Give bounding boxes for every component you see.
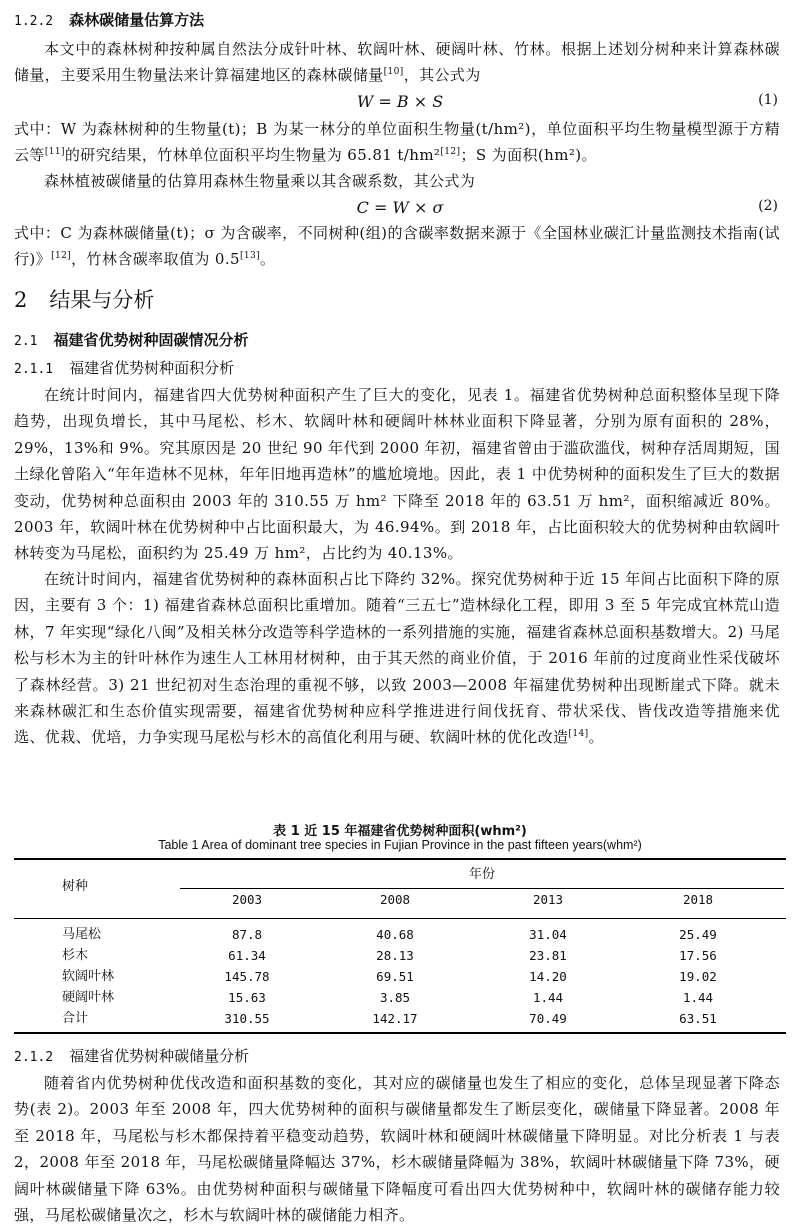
section-number: 1.2.2 bbox=[14, 14, 54, 29]
formula-1 bbox=[0, 92, 800, 116]
paragraph-text: 。 bbox=[588, 728, 604, 747]
table-year-2008: 2008 bbox=[379, 892, 411, 907]
paragraph-area-analysis bbox=[14, 382, 780, 567]
paragraph-carbon-storage-analysis bbox=[14, 1070, 780, 1228]
paragraph-formula-2-notes bbox=[14, 220, 780, 273]
table-row-label: 软阔叶林 bbox=[62, 969, 115, 984]
paragraph-method bbox=[14, 36, 780, 89]
table-cell: 3.85 bbox=[379, 990, 411, 1005]
table-header-species: 树种 bbox=[62, 879, 89, 894]
citation: [11] bbox=[44, 147, 65, 158]
paragraph-text: 。 bbox=[260, 250, 276, 269]
table-year-2013: 2013 bbox=[532, 892, 564, 907]
paragraph-text: ，其公式为 bbox=[403, 66, 481, 85]
paragraph-text: 式中：C 为森林碳储量(t)；σ 为含碳率，不同树种(组)的含碳率数据来源于《全国林业碳汇计量监测技术指南(试行)》 bbox=[14, 224, 780, 269]
section-title: 福建省优势树种面积分析 bbox=[69, 359, 235, 377]
section-title: 福建省优势树种碳储量分析 bbox=[69, 1047, 250, 1065]
table-cell: 15.63 bbox=[228, 990, 266, 1005]
table-cell: 1.44 bbox=[682, 990, 714, 1005]
table-cell: 31.04 bbox=[529, 927, 567, 942]
paragraph-text: 式中：W 为森林树种的生物量(t)；B 为某一林分的单位面积生物量(t/hm²)，单位面积平均生物量模型源于方精云等 bbox=[14, 120, 780, 165]
table-cell: 28.13 bbox=[376, 948, 414, 963]
citation: [10] bbox=[383, 67, 404, 78]
table-cell: 19.02 bbox=[679, 969, 717, 984]
paragraph-text: ，竹林含碳率取值为 0.5 bbox=[71, 250, 240, 269]
section-heading-2-1-1 bbox=[14, 358, 234, 380]
section-heading-2 bbox=[14, 286, 154, 314]
table-cell: 14.20 bbox=[529, 969, 567, 984]
citation: [12] bbox=[51, 251, 72, 262]
section-number: 2.1 bbox=[14, 334, 38, 349]
section-number: 2.1.2 bbox=[14, 1050, 54, 1065]
section-heading-2-1 bbox=[14, 330, 249, 352]
table-row-label: 马尾松 bbox=[62, 927, 102, 942]
table-row-label: 合计 bbox=[62, 1011, 89, 1026]
table-top-rule bbox=[14, 858, 786, 860]
paragraph-text: 随着省内优势树种优伐改造和面积基数的变化，其对应的碳储量也发生了相应的变化，总体呈现显著下降态势(表 2)。2003 年至 2008 年，四大优势树种的面积与碳储量都发生了断层变化，碳储量下降显著。2008 年至 2018 年，马尾松与杉木都保持着平稳变动趋势，软阔叶林和硬阔叶林碳储量下降明显。对比分析表 1 与表 2，2008 年至 2018 年，马尾松碳储量降幅达 37%，杉木碳储量降幅为 38%，软阔叶林碳储量下降 73%，硬阔叶林碳储量下降 63%。由优势树种面积与碳储量下降幅度可看出四大优势树种中，软阔叶林的碳储存能力较强，马尾松碳储量次之，杉木与软阔叶林的碳储能力相齐。 bbox=[14, 1074, 780, 1225]
section-title: 结果与分析 bbox=[49, 288, 155, 312]
table-cell: 61.34 bbox=[228, 948, 266, 963]
table-cell: 145.78 bbox=[224, 969, 270, 984]
table-cell: 87.8 bbox=[231, 927, 263, 942]
paragraph-text: 本文中的森林树种按种属自然法分成针叶林、软阔叶林、硬阔叶林、竹林。根据上述划分树种来计算森林碳储量，主要采用生物量法来计算福建地区的森林碳储量 bbox=[14, 40, 780, 85]
paragraph-text: 森林植被碳储量的估算用森林生物量乘以其含碳系数，其公式为 bbox=[44, 172, 476, 190]
paragraph-text: ；S 为面积(hm²)。 bbox=[460, 146, 597, 165]
table-header-rule bbox=[14, 918, 786, 919]
citation: [14] bbox=[568, 729, 589, 740]
table-bottom-rule bbox=[14, 1032, 786, 1034]
section-heading-2-1-2 bbox=[14, 1046, 249, 1068]
table-cell: 17.56 bbox=[679, 948, 717, 963]
table-cell: 69.51 bbox=[376, 969, 414, 984]
table-row-label: 杉木 bbox=[62, 948, 89, 963]
table-cell: 63.51 bbox=[679, 1011, 717, 1026]
table-year-2018: 2018 bbox=[682, 892, 714, 907]
paragraph-area-decline-reasons bbox=[14, 566, 780, 751]
equation-number: (1) bbox=[758, 92, 778, 108]
citation: [13] bbox=[239, 251, 261, 262]
formula-expression: C = W × σ bbox=[356, 198, 444, 217]
citation: [12] bbox=[440, 147, 461, 158]
section-title: 森林碳储量估算方法 bbox=[69, 11, 205, 29]
paragraph-text: 在统计时间内，福建省四大优势树种面积产生了巨大的变化，见表 1。福建省优势树种总面积整体呈现下降趋势，出现负增长，其中马尾松、杉木、软阔叶林和硬阔叶林林业面积下降显著，分别为原有面积的 28%，29%，13%和 9%。究其原因是 20 世纪 90 年代到 2000 年初，福建省曾由于滥砍滥伐，树种存活周期短，国土绿化曾陷入“年年造林不见林，年年旧地再造林”的尴尬境地。因此，表 1 中优势树种的面积发生了巨大的数据变动，优势树种总面积由 2003 年的 310.55 万 hm² 下降至 2018 年的 63.51 万 hm²，面积缩减近 80%。2003 年，软阔叶林在优势树种中占比面积最大，为 46.94%。到 2018 年，占比面积较大的优势树种由软阔叶林转变为马尾松，面积约为 25.49 万 hm²，占比约为 40.13%。 bbox=[14, 386, 780, 563]
table-cell: 310.55 bbox=[224, 1011, 270, 1026]
section-number: 2.1.1 bbox=[14, 362, 54, 377]
paragraph-carbon-estimation bbox=[14, 168, 780, 194]
section-number: 2 bbox=[14, 288, 28, 312]
paragraph-formula-1-notes bbox=[14, 116, 780, 169]
table-caption-en: Table 1 Area of dominant tree species in Fujian Province in the past fifteen years(whm²) bbox=[158, 838, 642, 852]
table-cell: 40.68 bbox=[376, 927, 414, 942]
section-heading-1-2-2 bbox=[14, 10, 204, 32]
paragraph-text: 在统计时间内，福建省优势树种的森林面积占比下降约 32%。探究优势树种于近 15 年间占比面积下降的原因，主要有 3 个：1) 福建省森林总面积比重增加。随着“三五七”造林绿化工程，即用 3 至 5 年完成宜林荒山造林，7 年实现“绿化八闽”及相关林分改造等科学造林的一系列措施的实施，福建省森林总面积基数增大。2) 马尾松与杉木为主的针叶林作为速生人工林用材树种，由于其天然的商业价值，于 2016 年前的过度商业性采伐破坏了森林经营。3) 21 世纪初对生态治理的重视不够，以致 2003—2008 年福建优势树种出现断崖式下降。就未来森林碳汇和生态价值实现需要，福建省优势树种应科学推进进行间伐抚育、带状采伐、皆伐改造等措施来优选、优栽、优培，力争实现马尾松与杉木的高值化利用与硬、软阔叶林的优化改造 bbox=[14, 570, 780, 747]
table-row-label: 硬阔叶林 bbox=[62, 990, 115, 1005]
table-cell: 25.49 bbox=[679, 927, 717, 942]
table-header-year: 年份 bbox=[468, 867, 495, 882]
table-caption-cn: 表 1 近 15 年福建省优势树种面积(whm²) bbox=[273, 824, 527, 839]
table-cell: 142.17 bbox=[372, 1011, 418, 1026]
table-cell: 70.49 bbox=[529, 1011, 567, 1026]
table-cell: 1.44 bbox=[532, 990, 564, 1005]
formula-2 bbox=[0, 198, 800, 222]
table-year-2003: 2003 bbox=[231, 892, 263, 907]
equation-number: (2) bbox=[758, 198, 778, 214]
formula-expression: W = B × S bbox=[356, 92, 444, 111]
section-title: 福建省优势树种固碳情况分析 bbox=[53, 331, 249, 349]
table-cell: 23.81 bbox=[529, 948, 567, 963]
paragraph-text: 的研究结果，竹林单位面积平均生物量为 65.81 t/hm² bbox=[64, 146, 441, 165]
